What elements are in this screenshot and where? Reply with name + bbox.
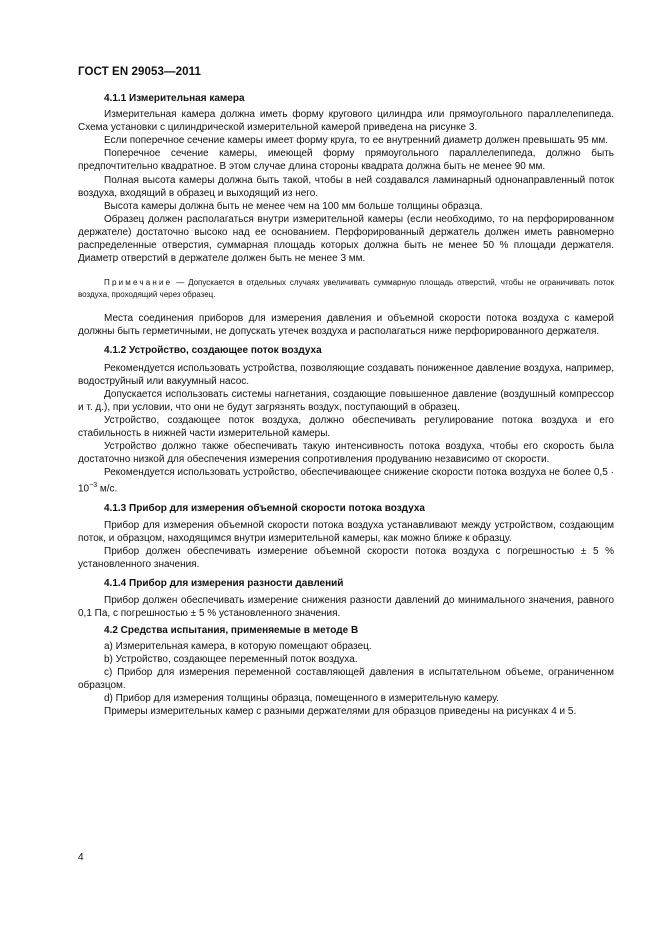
paragraph: Рекомендуется использовать устройства, позволяющие создавать пониженное давление воздуха, например, водоструйный или вакуумный насос. xyxy=(78,362,614,387)
paragraph: Прибор должен обеспечивать измерение снижения разности давлений до минимального значения, равного 0,1 Па, с погрешностью ± 5 % установленного значения. xyxy=(78,595,614,620)
page-number: 4 xyxy=(78,852,84,863)
note-text: — Допускается в отдельных случаях увеличивать суммарную площадь отверстий, чтобы не ограничивать поток воздуха, проходящий через образец. xyxy=(78,278,614,299)
list-item: d) Прибор для измерения толщины образца, помещенного в измерительную камеру. xyxy=(104,692,499,704)
superscript: −3 xyxy=(89,482,98,490)
paragraph: Образец должен располагаться внутри измерительной камеры (если необходимо, то на перфорированном держателе) достаточно высоко над ее основанием. Перфорированный держатель должен иметь равномерно распределенные отверстия, суммарная площадь которых должна быть не менее 50 % площади держателя. Диаметр отверстий в держателе должен быть не менее 3 мм. xyxy=(78,213,614,265)
section-heading-4-2: 4.2 Средства испытания, применяемые в методе В xyxy=(104,624,359,636)
paragraph: Допускается использовать системы нагнетания, создающие повышенное давление (воздушный компрессор и т. д.), при условии, что они не будут загрязнять воздух, поступающий в образец. xyxy=(78,388,614,413)
paragraph: Устройство, создающее поток воздуха, должно обеспечивать регулирование потока воздуха и его стабильность в нижней части измерительной камеры. xyxy=(78,414,614,439)
section-heading-4-1-1: 4.1.1 Измерительная камера xyxy=(104,93,245,104)
document-body xyxy=(78,92,614,718)
paragraph: Прибор должен обеспечивать измерение объемной скорости потока воздуха с погрешностью ± 5 % установленного значения. xyxy=(78,546,614,571)
paragraph: Поперечное сечение камеры, имеющей форму прямоугольного параллелепипеда, должно быть предпочтительно квадратное. В этом случае длина стороны квадрата должна быть не менее 90 мм. xyxy=(78,148,614,173)
note xyxy=(78,277,614,300)
paragraph: Устройство должно также обеспечивать такую интенсивность потока воздуха, чтобы его скорость была достаточно низкой для обеспечения измерения сопротивления продуванию независимо от скорости. xyxy=(78,441,614,466)
list-item: a) Измерительная камера, в которую помещают образец. xyxy=(104,640,372,652)
list-item: b) Устройство, создающее переменный поток воздуха. xyxy=(104,653,358,665)
section-heading-4-1-2: 4.1.2 Устройство, создающее поток воздуха xyxy=(104,345,322,357)
paragraph: Измерительная камера должна иметь форму кругового цилиндра или прямоугольного параллелепипеда. Схема установки с цилиндрической измерительной камерой приведена на рисунке 3. xyxy=(78,109,614,134)
text-run: м/с. xyxy=(97,483,118,495)
note-label: Примечание xyxy=(104,278,173,288)
paragraph: Полная высота камеры должна быть такой, чтобы в ней создавался ламинарный однонаправленный поток воздуха, входящий в образец и выходящий из него. xyxy=(78,174,614,199)
paragraph xyxy=(78,466,614,496)
paragraph: Высота камеры должна быть не менее чем на 100 мм больше толщины образца. xyxy=(104,200,483,212)
paragraph: Места соединения приборов для измерения давления и объемной скорости потока воздуха с камерой должны быть герметичными, не допускать утечек воздуха и располагаться ниже перфорированного держателя. xyxy=(78,313,614,338)
paragraph: Примеры измерительных камер с разными держателями для образцов приведены на рисунках 4 и 5. xyxy=(104,706,577,718)
list-item: c) Прибор для измерения переменной составляющей давления в испытательном объеме, ограниченном образцом. xyxy=(78,666,614,691)
section-heading-4-1-4: 4.1.4 Прибор для измерения разности давлений xyxy=(104,578,344,590)
text-run: Рекомендуется использовать устройство, обеспечивающее снижение скорости потока воздуха не более 0,5 · 10 xyxy=(78,467,614,495)
section-heading-4-1-3: 4.1.3 Прибор для измерения объемной скорости потока воздуха xyxy=(104,502,425,514)
document-header: ГОСТ EN 29053—2011 xyxy=(78,66,201,78)
paragraph: Если поперечное сечение камеры имеет форму круга, то ее внутренний диаметр должен превышать 95 мм. xyxy=(104,135,609,147)
paragraph: Прибор для измерения объемной скорости потока воздуха устанавливают между устройством, создающим поток, и образцом, находящимся внутри измерительной камеры, как можно ближе к образцу. xyxy=(78,519,614,544)
